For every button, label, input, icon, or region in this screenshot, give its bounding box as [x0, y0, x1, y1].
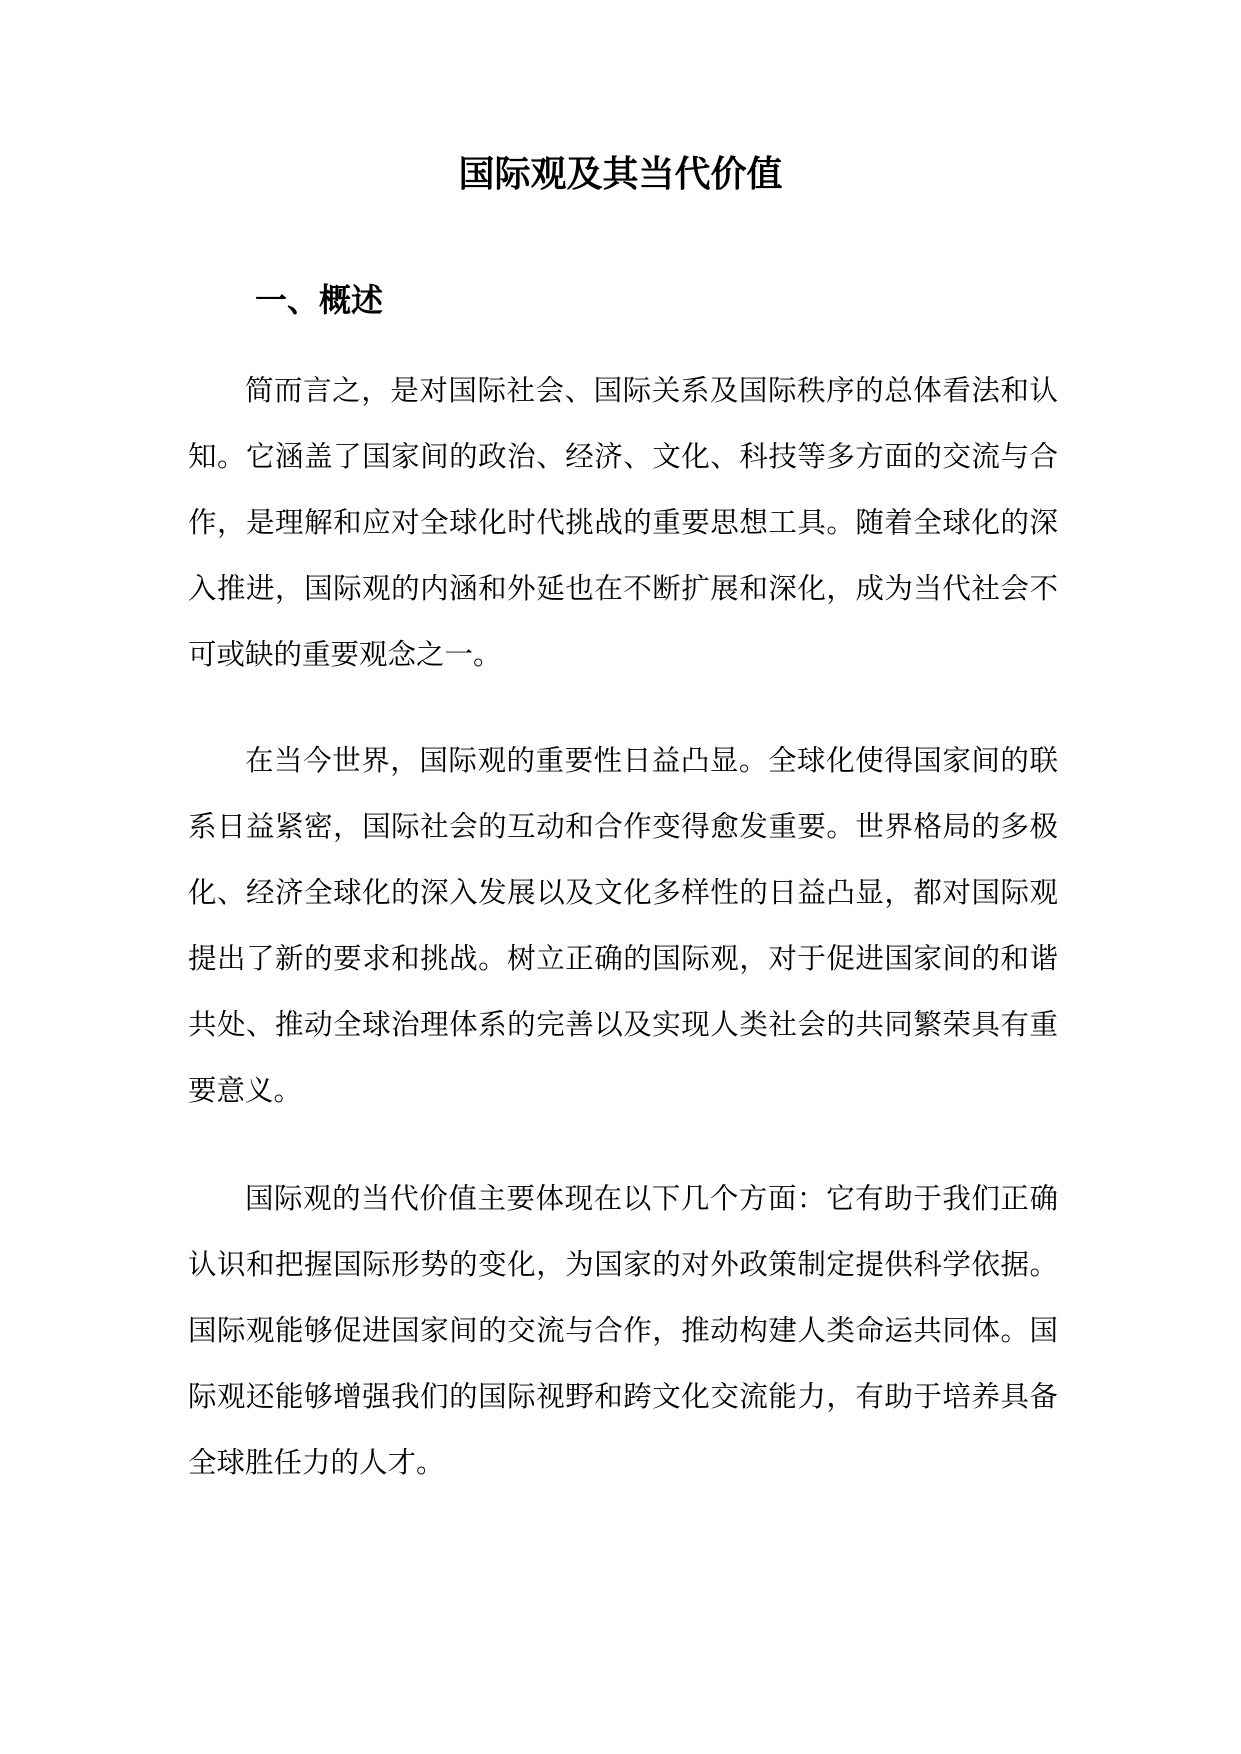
body-paragraph-1: 简而言之，是对国际社会、国际关系及国际秩序的总体看法和认知。它涵盖了国家间的政治、经济、文化、科技等多方面的交流与合作，是理解和应对全球化时代挑战的重要思想工具。随着全球化的深入推进，国际观的内涵和外延也在不断扩展和深化，成为当代社会不可或缺的重要观念之一。: [188, 374, 1058, 671]
document-title: 国际观及其当代价值: [458, 153, 783, 195]
section-heading: 一、概述: [255, 281, 384, 319]
body-paragraph-3: 国际观的当代价值主要体现在以下几个方面：它有助于我们正确认识和把握国际形势的变化，为国家的对外政策制定提供科学依据。国际观能够促进国家间的交流与合作，推动构建人类命运共同体。国际观还能够增强我们的国际视野和跨文化交流能力，有助于培养具备全球胜任力的人才。: [188, 1182, 1058, 1479]
body-paragraph-2: 在当今世界，国际观的重要性日益凸显。全球化使得国家间的联系日益紧密，国际社会的互动和合作变得愈发重要。世界格局的多极化、经济全球化的深入发展以及文化多样性的日益凸显，都对国际观提出了新的要求和挑战。树立正确的国际观，对于促进国家间的和谐共处、推动全球治理体系的完善以及实现人类社会的共同繁荣具有重要意义。: [188, 744, 1058, 1107]
